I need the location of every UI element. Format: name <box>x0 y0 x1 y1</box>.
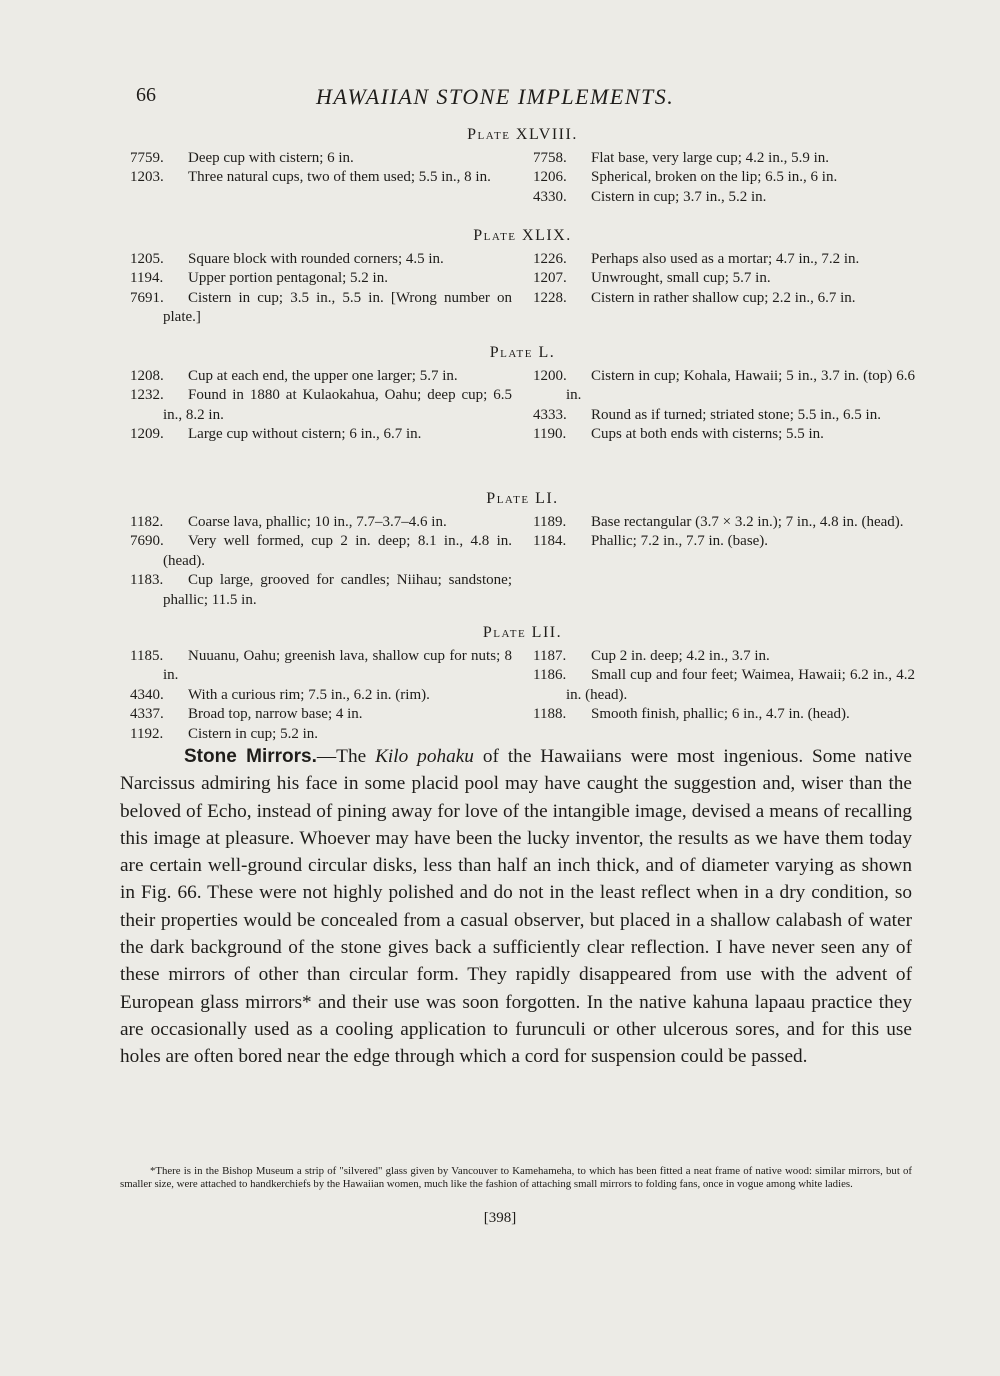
stone-mirrors-paragraph <box>120 743 912 1071</box>
plate-title: Plate XLIX. <box>473 227 572 244</box>
catalog-number: 1188. <box>533 706 567 722</box>
catalog-number: 1190. <box>533 426 567 442</box>
plate-right-column <box>533 513 915 611</box>
catalog-entry <box>533 513 915 533</box>
catalog-number: 7691. <box>130 289 164 306</box>
catalog-number: 1207. <box>533 270 567 286</box>
catalog-number: 7759. <box>130 149 164 166</box>
catalog-entry <box>130 705 512 725</box>
catalog-entry <box>533 269 915 289</box>
plate-right-column <box>533 250 915 328</box>
catalog-entry <box>533 532 915 552</box>
catalog-number: 1208. <box>130 367 164 384</box>
catalog-entry <box>130 532 512 571</box>
catalog-description: Smooth finish, phallic; 6 in., 4.7 in. (head). <box>591 706 850 722</box>
catalog-number: 1194. <box>130 270 164 286</box>
catalog-entry <box>130 386 512 425</box>
catalog-number: 1192. <box>130 725 164 742</box>
plate-left-column <box>130 149 512 208</box>
catalog-entry <box>533 367 915 406</box>
catalog-description: Perhaps also used as a mortar; 4.7 in., 7.2 in. <box>591 250 860 267</box>
catalog-entry <box>130 149 512 169</box>
catalog-number: 7758. <box>533 149 567 166</box>
catalog-entry <box>533 666 915 705</box>
signature-mark: [398] <box>483 1210 517 1226</box>
catalog-description: Deep cup with cistern; 6 in. <box>188 149 354 166</box>
plate-title: Plate XLVIII. <box>467 126 578 143</box>
catalog-number: 1182. <box>130 513 164 530</box>
plate-title: Plate L. <box>489 344 556 361</box>
catalog-entry <box>533 705 915 725</box>
catalog-description: Cistern in cup; 3.7 in., 5.2 in. <box>591 188 767 205</box>
catalog-description: Cup large, grooved for candles; Niihau; sandstone; phallic; 11.5 in. <box>163 572 512 608</box>
catalog-description: Cistern in cup; Kohala, Hawaii; 5 in., 3.7 in. (top) 6.6 in. <box>566 367 915 403</box>
hawaiian-term: Kilo pohaku <box>375 746 474 767</box>
catalog-number: 1186. <box>533 667 567 683</box>
plate-left-column <box>130 367 512 445</box>
footnote-text: *There is in the Bishop Museum a strip of "silvered" glass given by Vancouver to Kamehameha, to which has been fitted a neat frame of native wood: similar mirrors, but of smaller size, were attached to handkerchiefs by the Hawaiian women, much like the fashion of attaching small mirrors to folding fans, once in vogue among white ladies. <box>120 1165 912 1190</box>
catalog-number: 1187. <box>533 647 567 664</box>
catalog-description: Coarse lava, phallic; 10 in., 7.7–3.7–4.6 in. <box>188 513 447 530</box>
catalog-number: 1232. <box>130 387 164 403</box>
catalog-description: Spherical, broken on the lip; 6.5 in., 6 in. <box>591 169 838 185</box>
catalog-description: Three natural cups, two of them used; 5.5 in., 8 in. <box>188 169 491 185</box>
catalog-entry <box>130 513 512 533</box>
catalog-entry <box>130 269 512 289</box>
section-run-in-heading: Stone Mirrors. <box>184 746 317 767</box>
plate-right-column <box>533 367 915 445</box>
catalog-entry <box>533 289 915 309</box>
catalog-number: 7690. <box>130 533 164 549</box>
plate-left-column <box>130 647 512 745</box>
plate-title: Plate LII. <box>482 624 563 641</box>
page-header <box>130 84 930 114</box>
footnote <box>120 1165 912 1191</box>
catalog-entry <box>533 647 915 667</box>
plate-section <box>130 489 915 610</box>
catalog-description: Flat base, very large cup; 4.2 in., 5.9 in. <box>591 149 830 166</box>
catalog-description: Cups at both ends with cisterns; 5.5 in. <box>591 426 824 442</box>
catalog-description: Cup at each end, the upper one larger; 5.7 in. <box>188 367 458 384</box>
catalog-entry <box>533 168 915 188</box>
catalog-description: Cistern in cup; 5.2 in. <box>188 725 318 742</box>
catalog-number: 1203. <box>130 169 164 185</box>
catalog-description: Cistern in cup; 3.5 in., 5.5 in. [Wrong number on plate.] <box>163 289 512 325</box>
plate-section <box>130 343 915 445</box>
catalog-description: Upper portion pentagonal; 5.2 in. <box>188 270 388 286</box>
catalog-number: 1205. <box>130 250 164 267</box>
catalog-entry <box>130 725 512 745</box>
catalog-entry <box>533 406 915 426</box>
catalog-description: Small cup and four feet; Waimea, Hawaii; 6.2 in., 4.2 in. (head). <box>566 667 915 703</box>
catalog-entry <box>130 571 512 610</box>
catalog-description: Cup 2 in. deep; 4.2 in., 3.7 in. <box>591 647 770 664</box>
plate-left-column <box>130 250 512 328</box>
plate-section <box>130 125 915 207</box>
plate-title: Plate LI. <box>486 490 559 507</box>
catalog-description: Base rectangular (3.7 × 3.2 in.); 7 in., 4.8 in. (head). <box>591 513 904 530</box>
catalog-number: 1185. <box>130 647 164 664</box>
plate-right-column <box>533 149 915 208</box>
catalog-entry <box>533 149 915 169</box>
page-number: 66 <box>136 84 156 106</box>
catalog-entry <box>130 289 512 328</box>
catalog-number: 4330. <box>533 188 567 205</box>
catalog-entry <box>130 367 512 387</box>
catalog-description: Square block with rounded corners; 4.5 in. <box>188 250 444 267</box>
catalog-number: 1206. <box>533 169 567 185</box>
catalog-entry <box>533 250 915 270</box>
plate-section <box>130 623 915 744</box>
catalog-entry <box>130 686 512 706</box>
catalog-entry <box>533 188 915 208</box>
catalog-description: Found in 1880 at Kulaokahua, Oahu; deep cup; 6.5 in., 8.2 in. <box>163 387 512 423</box>
catalog-number: 1184. <box>533 533 567 549</box>
catalog-description: Round as if turned; striated stone; 5.5 in., 6.5 in. <box>591 406 881 423</box>
catalog-description: Large cup without cistern; 6 in., 6.7 in. <box>188 426 422 442</box>
catalog-number: 1226. <box>533 250 567 267</box>
running-title: HAWAIIAN STONE IMPLEMENTS. <box>316 84 675 109</box>
catalog-entry <box>130 425 512 445</box>
catalog-number: 1189. <box>533 513 567 530</box>
essay-body: of the Hawaiians were most ingenious. Some native Narcissus admiring his face in some placid pool may have caught the suggestion and, wiser than the beloved of Echo, instead of pining away for love of the intangible image, devised a means of recalling this image at pleasure. Whoever may have been the lucky inventor, the results as we have them today are certain well-ground circular disks, less than half an inch thick, and of diameter varying as shown in Fig. 66. These were not highly polished and do not in the least reflect when in a dry condition, so their properties would be concealed from a casual observer, but placed in a shallow calabash of water the dark background of the stone gives back a sufficiently clear reflection. I have never seen any of these mirrors of other than circular form. They rapidly disappeared from use with the advent of European glass mirrors* and their use was soon forgotten. In the native kahuna lapaau practice they are occasionally used as a cooling application to furunculi or other ulcerous sores, and for this use holes are often bored near the edge through which a cord for suspension could be passed. <box>120 746 912 1068</box>
essay-lead: —The <box>316 746 376 767</box>
plate-left-column <box>130 513 512 611</box>
catalog-entry <box>130 647 512 686</box>
catalog-number: 1183. <box>130 572 164 588</box>
catalog-number: 1200. <box>533 367 567 384</box>
catalog-description: Broad top, narrow base; 4 in. <box>188 706 363 722</box>
catalog-description: Very well formed, cup 2 in. deep; 8.1 in., 4.8 in. (head). <box>163 533 512 569</box>
catalog-description: Nuuanu, Oahu; greenish lava, shallow cup for nuts; 8 in. <box>163 647 512 683</box>
catalog-entry <box>130 168 512 188</box>
catalog-number: 1209. <box>130 426 164 442</box>
catalog-number: 4333. <box>533 406 567 423</box>
catalog-description: Cistern in rather shallow cup; 2.2 in., 6.7 in. <box>591 289 856 306</box>
catalog-number: 4340. <box>130 686 164 703</box>
plate-section <box>130 226 915 328</box>
plate-right-column <box>533 647 915 745</box>
catalog-description: Unwrought, small cup; 5.7 in. <box>591 270 771 286</box>
catalog-entry <box>130 250 512 270</box>
catalog-description: Phallic; 7.2 in., 7.7 in. (base). <box>591 533 769 549</box>
catalog-number: 1228. <box>533 289 567 306</box>
catalog-entry <box>533 425 915 445</box>
catalog-description: With a curious rim; 7.5 in., 6.2 in. (rim). <box>188 686 430 703</box>
essay-paragraph <box>120 743 912 1071</box>
catalog-number: 4337. <box>130 706 164 722</box>
